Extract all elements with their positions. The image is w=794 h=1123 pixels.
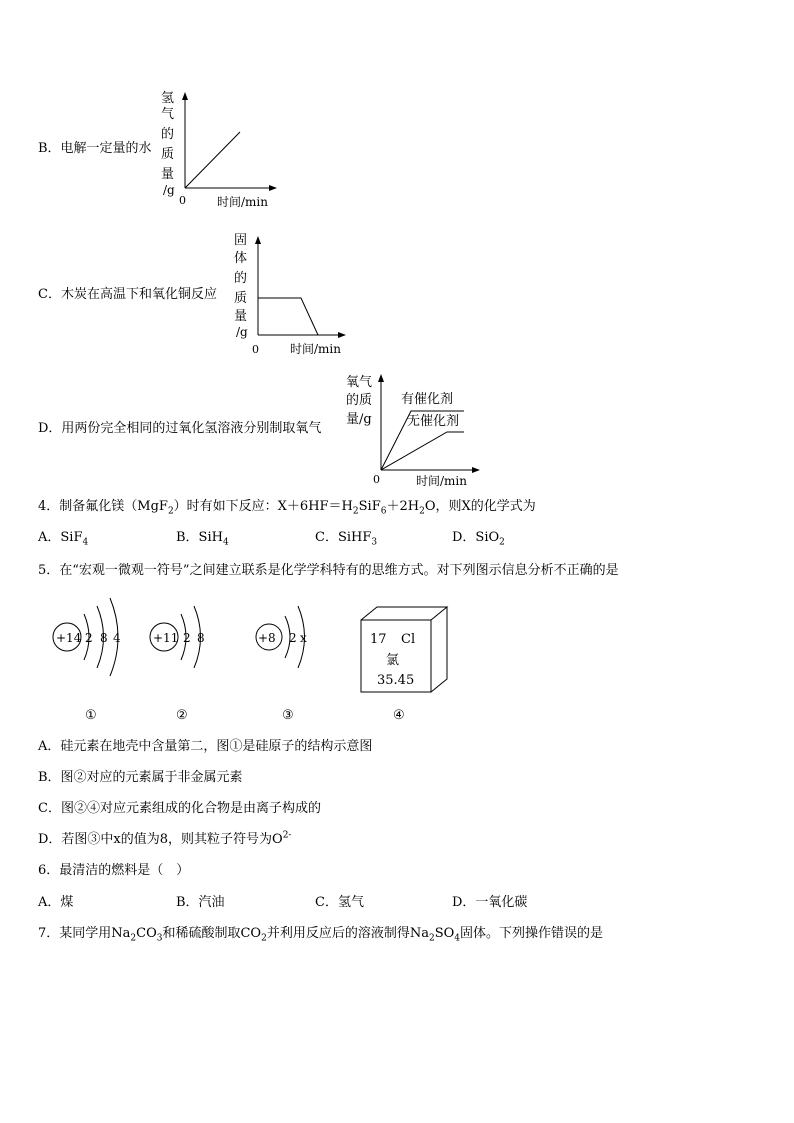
atom-diagram-sodium — [146, 594, 226, 684]
nucleus-charge: +8 — [258, 631, 276, 645]
shell-electrons: 4 — [113, 631, 121, 645]
hydrogen-line — [185, 132, 240, 188]
atomic-number: 17 — [370, 632, 387, 647]
option-d-label[interactable]: D．用两份完全相同的过氧化氢溶液分别制取氧气 — [38, 421, 322, 436]
catalyst-label: 有催化剂 — [401, 392, 454, 407]
card-top-edge — [361, 607, 447, 620]
element-card-chlorine — [355, 600, 455, 700]
q5-option-d[interactable]: D．若图③中x的值为8，则其粒子符号为$O^{2-}$ — [38, 830, 292, 847]
shell-electrons: 2 — [85, 631, 93, 645]
x-axis-arrow — [269, 185, 277, 191]
question-5-stem: 5．在“宏观一微观一符号”之间建立联系是化学学科特有的思维方式。对下列图示信息分析不正确的是 — [38, 563, 619, 578]
shell-electrons: 8 — [197, 631, 205, 645]
y-label-line: 的质 — [346, 393, 373, 408]
origin-label: 0 — [373, 473, 380, 486]
x-axis-label: 时间/min — [290, 342, 341, 356]
shell-electrons: x — [300, 631, 307, 645]
y-axis-arrow — [378, 374, 384, 382]
q4-option-b[interactable]: B．SiH$_4$ — [176, 530, 229, 548]
element-symbol: Cl — [401, 632, 416, 647]
shell-electrons: 2 — [183, 631, 191, 645]
y-label-char: 质 — [161, 147, 175, 162]
figure-label-2: ② — [176, 708, 188, 723]
shell-electrons: 2 — [289, 631, 297, 645]
q4-option-c[interactable]: C．SiHF$_3$ — [315, 530, 378, 548]
graph-hydrogen-mass — [155, 86, 285, 211]
y-label-char: 质 — [234, 291, 248, 306]
origin-label: 0 — [179, 194, 186, 207]
solid-mass-line — [258, 298, 318, 335]
no-catalyst-line — [381, 432, 464, 470]
q5-option-c[interactable]: C．图②④对应元素组成的化合物是由离子构成的 — [38, 801, 321, 816]
option-c-label[interactable]: C．木炭在高温下和氧化铜反应 — [38, 287, 217, 302]
x-axis-label: 时间/min — [416, 474, 467, 488]
q5-option-b[interactable]: B．图②对应的元素属于非金属元素 — [38, 770, 243, 785]
y-label-char: 固 — [234, 233, 248, 248]
y-label-line: 氧气 — [346, 375, 373, 390]
graph-solid-mass — [228, 228, 358, 358]
no-catalyst-label: 无催化剂 — [407, 414, 460, 429]
question-4-stem: 4．制备氟化镁（MgF$_2$）时有如下反应：$X+6HF=H_2SiF_6+2H_2O$，则X的化学式为 — [38, 499, 536, 517]
figure-label-1: ① — [85, 708, 97, 723]
figure-label-3: ③ — [282, 708, 294, 723]
element-name: 氯 — [386, 653, 400, 668]
shell-electrons: 8 — [100, 631, 108, 645]
q5-option-a[interactable]: A．硅元素在地壳中含量第二，图①是硅原子的结构示意图 — [38, 739, 373, 754]
y-label-char: 体 — [234, 251, 248, 266]
q6-option-c[interactable]: C．氢气 — [315, 895, 364, 910]
q4-option-a[interactable]: A．SiF$_4$ — [38, 530, 89, 548]
q6-option-d[interactable]: D．一氧化碳 — [452, 895, 528, 910]
question-6-stem: 6．最清洁的燃料是（ ） — [38, 863, 190, 878]
atom-diagram-oxygen — [252, 594, 332, 684]
card-side-edge — [431, 607, 447, 692]
y-label-char: 的 — [161, 127, 175, 142]
y-label-char: 量 — [234, 309, 248, 324]
y-axis-arrow — [255, 236, 261, 244]
y-label-char: 气 — [161, 107, 175, 122]
figure-label-4: ④ — [393, 708, 405, 723]
q6-option-b[interactable]: B．汽油 — [176, 895, 225, 910]
x-axis-arrow — [338, 332, 346, 338]
atom-diagram-silicon — [50, 594, 140, 684]
y-axis-arrow — [182, 92, 188, 100]
question-7-stem: 7．某同学用$Na_2CO_3$和稀硫酸制取$CO_2$并利用反应后的溶液制得$Na_2SO_4$固体。下列操作错误的是 — [38, 926, 604, 944]
q4-option-d[interactable]: D．SiO$_2$ — [452, 530, 505, 548]
x-axis-arrow — [472, 467, 480, 473]
y-label-char: /g — [163, 183, 175, 197]
x-axis-label: 时间/min — [217, 195, 268, 209]
origin-label: 0 — [252, 343, 259, 356]
atomic-mass: 35.45 — [377, 673, 415, 688]
y-label-char: 的 — [234, 271, 248, 286]
y-label-char: 量 — [161, 167, 175, 182]
y-label-char: /g — [236, 325, 248, 339]
y-label-char: 氢 — [161, 91, 175, 106]
option-b-label[interactable]: B．电解一定量的水 — [38, 141, 152, 156]
nucleus-charge: +11 — [153, 631, 179, 645]
y-label-line: 量/g — [346, 412, 372, 427]
nucleus-charge: +14 — [56, 631, 82, 645]
q6-option-a[interactable]: A．煤 — [38, 895, 74, 910]
graph-oxygen-mass — [344, 366, 494, 492]
